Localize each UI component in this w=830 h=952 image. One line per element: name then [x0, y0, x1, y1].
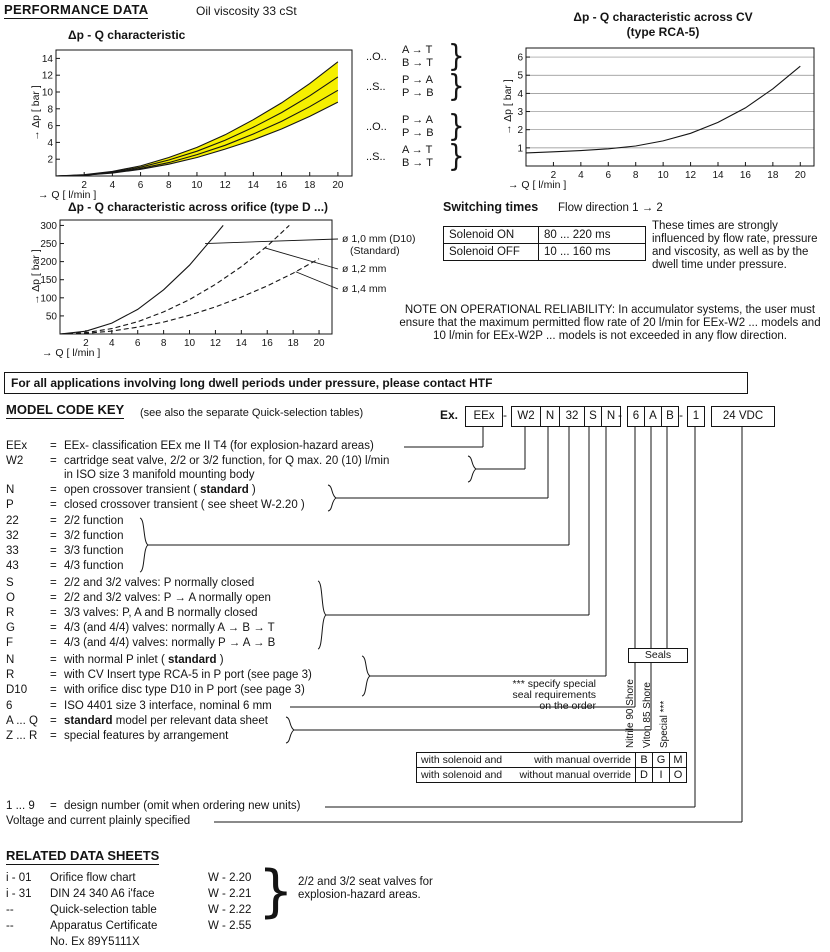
svg-text:5: 5: [517, 70, 523, 82]
model-code-box: 6: [632, 410, 640, 422]
model-code-row: [6, 560, 123, 573]
model-code-separator: -: [679, 408, 683, 422]
example-label: Ex.: [440, 408, 459, 422]
model-code-row-equals: =: [50, 484, 57, 496]
chart2-title-line1: Δp - Q characteristic across CV: [573, 10, 753, 24]
model-code-desc-part: 2/2 and 3/2 valves: P → A normally open: [64, 592, 271, 604]
model-code-desc-part: closed crossover transient ( see sheet W-2.20 ): [64, 499, 305, 511]
model-code-row-equals: =: [50, 440, 57, 452]
switching-table-value: 10 ... 160 ms: [539, 244, 646, 261]
seals-table-row: [416, 768, 687, 783]
related-row-sheet: W - 2.55: [208, 920, 252, 932]
model-code-row: [6, 684, 305, 697]
legend-flow-rows: [402, 144, 448, 170]
svg-text:2: 2: [517, 125, 523, 137]
svg-text:16: 16: [275, 180, 288, 191]
model-code-row-desc: [64, 654, 224, 667]
related-data-sheets-heading: RELATED DATA SHEETS: [6, 848, 160, 863]
seals-code-cell: O: [669, 768, 687, 783]
model-code-row-equals: =: [50, 560, 57, 572]
legend-flow-row: A → T: [402, 44, 433, 56]
model-code-row-desc: [64, 800, 301, 813]
svg-text:6: 6: [137, 180, 144, 191]
svg-text:200: 200: [40, 257, 57, 269]
svg-text:150: 150: [40, 275, 57, 287]
related-note: 2/2 and 3/2 seat valves for explosion-hazard areas.: [298, 876, 433, 901]
model-code-row-desc: [64, 515, 123, 528]
model-code-desc-part: with orifice disc type D10 in P port (see page 3): [64, 684, 305, 696]
svg-text:16: 16: [261, 338, 273, 349]
legend-brace: }: [448, 39, 465, 75]
svg-text:6: 6: [605, 170, 612, 181]
related-row-title: DIN 24 340 A6 i'face: [50, 888, 155, 900]
model-code-box: 24 VDC: [722, 410, 764, 422]
svg-text:2: 2: [550, 170, 557, 181]
legend-flow-row: B → T: [402, 157, 433, 169]
model-code-row: [6, 545, 123, 558]
model-code-row-code: 6: [6, 700, 13, 712]
model-code-row-code: 22: [6, 515, 19, 527]
model-code-row-desc: [64, 669, 312, 682]
legend-brace: }: [448, 69, 465, 105]
chart2-title: [502, 10, 824, 40]
flow-direction-label: Flow direction 1 → 2: [558, 202, 663, 214]
chart1-title: Δp - Q characteristic: [68, 28, 186, 42]
model-code-row-desc: [64, 440, 374, 453]
chart1-svg: [30, 44, 362, 200]
related-row: [6, 920, 251, 933]
seal-column-label: Viton 85 Shore: [642, 682, 653, 748]
svg-text:→ Δp [ bar ]: → Δp [ bar ]: [30, 249, 42, 305]
svg-text:4: 4: [517, 88, 523, 100]
legend-flow-rows: [402, 44, 448, 70]
model-code-separator: -: [618, 408, 622, 422]
svg-text:18: 18: [304, 180, 316, 191]
model-code-box: S: [584, 407, 601, 426]
model-code-row-desc: [64, 730, 228, 743]
model-code-row: [6, 455, 389, 468]
svg-text:14: 14: [712, 170, 724, 181]
svg-text:10: 10: [657, 170, 669, 181]
svg-text:→ Q [ l/min ]: → Q [ l/min ]: [38, 189, 97, 200]
legend-prefix: ..O..: [366, 120, 387, 133]
model-code-row-code: D10: [6, 684, 28, 696]
model-code-desc-part: 4/3 (and 4/4) valves: normally A → B → T: [64, 622, 275, 634]
svg-text:100: 100: [40, 293, 57, 305]
model-code-row-equals: =: [50, 545, 57, 557]
seals-label-right: without manual override: [519, 769, 631, 781]
model-code-box-group: [711, 406, 775, 427]
model-code-row-code: R: [6, 669, 15, 681]
related-row-sheet: W - 2.20: [208, 872, 252, 884]
model-code-key-heading-note: (see also the separate Quick-selection tables): [140, 407, 364, 419]
related-row-code: --: [6, 920, 14, 932]
model-code-box-group: [511, 406, 621, 427]
model-code-row-equals: =: [50, 637, 57, 649]
svg-text:2: 2: [83, 338, 89, 349]
model-code-key-section: [0, 400, 830, 852]
seals-table-row: [416, 752, 687, 768]
model-code-row-desc: [64, 545, 123, 558]
svg-text:3: 3: [517, 107, 523, 119]
model-code-row-equals: =: [50, 800, 57, 812]
svg-text:4: 4: [47, 137, 53, 149]
svg-text:ø 1,0 mm (D10): ø 1,0 mm (D10): [342, 233, 416, 245]
model-code-row-desc: [64, 455, 389, 468]
model-code-row-code: G: [6, 622, 15, 634]
related-brace: }: [258, 859, 294, 924]
seals-table: [416, 752, 687, 783]
related-row-code: [6, 936, 50, 949]
svg-text:250: 250: [40, 239, 57, 251]
model-code-row-desc: [64, 607, 257, 620]
operational-reliability-note: NOTE ON OPERATIONAL RELIABILITY: In accumulator systems, the user must ensure that the maximum permitted flow rate of 20 l/min for EEx-W2 ... models and 10 l/min for EEx-W2P ... models is not exceeded in any flow direction.: [399, 304, 821, 342]
svg-text:4: 4: [578, 170, 584, 181]
svg-text:14: 14: [247, 180, 259, 191]
legend-prefix: ..S..: [366, 80, 386, 93]
seals-code-cell: M: [669, 752, 687, 768]
model-code-row: [6, 715, 268, 728]
model-code-desc-part: with CV Insert type RCA-5 in P port (see page 3): [64, 669, 312, 681]
model-code-row: [6, 654, 224, 667]
legend-flow-row: P → B: [402, 87, 434, 99]
chart3-title: Δp - Q characteristic across orifice (type D ...): [68, 200, 329, 214]
svg-text:300: 300: [40, 220, 57, 232]
model-code-row-code: 32: [6, 530, 19, 542]
model-code-row-desc: [64, 577, 254, 590]
model-code-row: [6, 669, 312, 682]
seals-code-cell: B: [635, 752, 653, 768]
model-code-desc-part: 4/3 (and 4/4) valves: normally P → A → B: [64, 637, 276, 649]
legend-pair: [366, 39, 465, 75]
switching-table-value: 80 ... 220 ms: [539, 226, 646, 244]
model-code-row-equals: =: [50, 499, 57, 511]
model-code-row-code: EEx: [6, 440, 28, 452]
model-code-desc-part: standard: [64, 715, 113, 727]
voltage-note: Voltage and current plainly specified: [6, 815, 191, 827]
model-code-desc-part: cartridge seat valve, 2/2 or 3/2 function, for Q max. 20 (10) l/min: [64, 455, 390, 467]
model-code-row-code: Z ... R: [6, 730, 38, 742]
svg-text:16: 16: [739, 170, 751, 181]
related-row-title: No. Ex 89Y5111X: [50, 936, 140, 948]
chart2-title-line2: (type RCA-5): [626, 25, 700, 39]
seals-code-cell: I: [652, 768, 670, 783]
related-row-code: i - 01: [6, 872, 32, 884]
model-code-desc-part: special features by arrangement: [64, 730, 229, 742]
model-code-row-desc: [64, 700, 272, 713]
model-code-box: 1: [692, 410, 700, 422]
model-code-row: [6, 515, 123, 528]
svg-text:→ Δp [ bar ]: → Δp [ bar ]: [502, 79, 514, 135]
seals-table-label: [416, 768, 636, 783]
svg-text:8: 8: [632, 170, 639, 181]
model-code-row-code: N: [6, 484, 15, 496]
svg-text:4: 4: [109, 338, 115, 349]
svg-text:1: 1: [517, 143, 523, 155]
legend-pair: [366, 139, 465, 175]
model-code-row-equals: =: [50, 577, 57, 589]
model-code-row-desc: [64, 592, 271, 605]
svg-text:50: 50: [45, 311, 57, 323]
svg-text:10: 10: [191, 180, 203, 191]
page-title: PERFORMANCE DATA: [4, 2, 149, 17]
model-code-row: [6, 440, 374, 453]
legend-flow-row: B → T: [402, 57, 433, 69]
model-code-row-equals: =: [50, 730, 57, 742]
legend-prefix: ..O..: [366, 50, 387, 63]
model-code-row: [6, 800, 301, 813]
legend-flow-row: A → T: [402, 144, 433, 156]
model-code-row-equals: =: [50, 455, 57, 467]
model-code-desc-part: 4/3 function: [64, 560, 124, 572]
model-code-row-code: 1 ... 9: [6, 800, 35, 812]
svg-text:(Standard): (Standard): [350, 245, 400, 257]
model-code-box: N: [601, 407, 620, 426]
model-code-row-code: W2: [6, 455, 24, 467]
contact-htf-banner: For all applications involving long dwell periods under pressure, please contact HTF: [4, 372, 748, 394]
model-code-row-code: P: [6, 499, 14, 511]
related-row-title: Apparatus Certificate: [50, 920, 158, 932]
model-code-row-equals: =: [50, 700, 57, 712]
svg-text:→ Δp [ bar ]: → Δp [ bar ]: [30, 85, 42, 141]
seals-code-cell: G: [652, 752, 670, 768]
model-code-desc-part: ISO 4401 size 3 interface, nominal 6 mm: [64, 700, 272, 712]
model-code-desc-part: 3/2 function: [64, 530, 124, 542]
model-code-row-desc-line2: in ISO size 3 manifold mounting body: [64, 469, 255, 481]
seals-title: Seals: [628, 648, 688, 663]
svg-text:8: 8: [160, 338, 167, 349]
model-code-row-equals: =: [50, 684, 57, 696]
switching-times-note: These times are strongly influenced by flow rate, pressure and viscosity, as well as by the dwell time under pressure.: [652, 220, 818, 271]
svg-text:6: 6: [517, 52, 523, 64]
model-code-row: [6, 499, 305, 512]
model-code-row-equals: =: [50, 592, 57, 604]
model-code-box: B: [661, 407, 678, 426]
model-code-box: 32: [559, 407, 584, 426]
chart1-legend: [366, 39, 465, 175]
seals-label-left: with solenoid and: [421, 754, 503, 766]
model-code-row-equals: =: [50, 607, 57, 619]
switching-times-title: Switching times: [443, 200, 539, 214]
model-code-row: [6, 637, 275, 650]
svg-text:ø 1,4 mm: ø 1,4 mm: [342, 283, 387, 295]
model-code-row-equals: =: [50, 654, 57, 666]
related-row-title: Orifice flow chart: [50, 872, 136, 884]
seal-column-label: Special ***: [659, 700, 670, 748]
svg-text:20: 20: [794, 170, 806, 181]
model-code-box-group: [627, 406, 679, 427]
model-code-desc-part: 3/3 valves: P, A and B normally closed: [64, 607, 258, 619]
model-code-row-desc: [64, 484, 256, 497]
related-row-code: --: [6, 904, 14, 916]
model-code-row-code: 43: [6, 560, 19, 572]
switching-table-row: [443, 226, 646, 244]
svg-text:8: 8: [47, 104, 53, 116]
model-code-desc-part: model per relevant data sheet: [112, 715, 268, 727]
switching-table-label: Solenoid ON: [443, 226, 539, 244]
dp-q-characteristic-chart: [30, 44, 362, 200]
related-row: [6, 872, 251, 885]
model-code-row-code: N: [6, 654, 15, 666]
model-code-desc-part: ): [216, 654, 224, 666]
model-code-row: [6, 730, 228, 743]
related-row-code: i - 31: [6, 888, 32, 900]
legend-brace: }: [448, 109, 465, 145]
model-code-row-code: 33: [6, 545, 19, 557]
seals-code-cell: D: [635, 768, 653, 783]
seals-table-label: [416, 752, 636, 768]
model-code-desc-part: with normal P inlet (: [64, 654, 168, 666]
model-code-desc-part: standard: [200, 484, 249, 496]
svg-text:20: 20: [332, 180, 344, 191]
svg-text:20: 20: [313, 338, 325, 349]
model-code-row: [6, 607, 257, 620]
model-code-row-equals: =: [50, 530, 57, 542]
legend-pair: [366, 109, 465, 145]
svg-text:2: 2: [47, 154, 53, 166]
related-row: [6, 888, 251, 901]
related-row-sheet: W - 2.21: [208, 888, 252, 900]
model-code-row-desc: [64, 560, 123, 573]
oil-viscosity-note: Oil viscosity 33 cSt: [196, 4, 297, 18]
svg-text:ø 1,2 mm: ø 1,2 mm: [342, 263, 387, 275]
svg-text:2: 2: [81, 180, 87, 191]
seals-label-right: with manual override: [534, 754, 631, 766]
svg-text:10: 10: [183, 338, 196, 349]
model-code-row: [6, 700, 272, 713]
svg-text:→ Q [ l/min ]: → Q [ l/min ]: [42, 347, 101, 358]
svg-text:10: 10: [41, 87, 53, 99]
model-code-row-desc: [64, 499, 305, 512]
model-code-desc-part: EEx- classification EEx me II T4 (for explosion-hazard areas): [64, 440, 374, 452]
model-code-desc-part: 3/3 function: [64, 545, 124, 557]
svg-text:12: 12: [41, 70, 53, 82]
related-row-sheet: W - 2.22: [208, 904, 252, 916]
model-code-row: [6, 622, 275, 635]
svg-text:8: 8: [165, 180, 172, 191]
model-code-row: [6, 530, 123, 543]
model-code-row: [6, 592, 271, 605]
svg-text:18: 18: [767, 170, 779, 181]
model-code-desc-part: open crossover transient (: [64, 484, 201, 496]
related-row-title: Quick-selection table: [50, 904, 157, 916]
model-code-row-code: A ... Q: [6, 715, 38, 727]
legend-prefix: ..S..: [366, 150, 386, 163]
model-code-box-group: [465, 406, 503, 427]
model-code-row-equals: =: [50, 715, 57, 727]
legend-flow-rows: [402, 114, 448, 140]
model-code-row-desc: [64, 715, 268, 728]
model-code-box: W2: [517, 410, 535, 422]
model-code-row-equals: =: [50, 515, 57, 527]
switching-times-table: [443, 226, 646, 261]
legend-flow-row: P → A: [402, 114, 433, 126]
model-code-row-desc: [64, 637, 275, 650]
chart2-svg: [502, 42, 824, 190]
model-code-desc-part: standard: [167, 654, 217, 666]
model-code-row-equals: =: [50, 622, 57, 634]
model-code-row-desc: [64, 684, 305, 697]
switching-table-label: Solenoid OFF: [443, 244, 539, 261]
model-code-separator: -: [503, 408, 507, 422]
model-code-desc-part: 2/2 and 3/2 valves: P normally closed: [64, 577, 255, 589]
model-code-desc-part: 2/2 function: [64, 515, 124, 527]
model-code-box: A: [644, 407, 661, 426]
svg-text:→ Q [ l/min ]: → Q [ l/min ]: [508, 179, 567, 190]
model-code-row-code: S: [6, 577, 14, 589]
model-code-row-code: F: [6, 637, 14, 649]
related-row: [6, 904, 251, 917]
svg-text:14: 14: [41, 53, 53, 65]
model-code-row-code: R: [6, 607, 15, 619]
model-code-row-desc: [64, 530, 123, 543]
svg-text:6: 6: [47, 121, 53, 133]
model-code-row-code: O: [6, 592, 15, 604]
legend-brace: }: [448, 139, 465, 175]
model-code-row: [6, 577, 254, 590]
model-code-row-equals: =: [50, 669, 57, 681]
legend-pair: [366, 69, 465, 105]
legend-flow-rows: [402, 74, 448, 100]
switching-table-row: [443, 244, 646, 261]
svg-text:14: 14: [235, 338, 247, 349]
model-code-desc-part: ): [248, 484, 256, 496]
svg-text:4: 4: [109, 180, 116, 191]
related-row: [6, 936, 208, 949]
model-code-row: [6, 484, 256, 497]
seals-label-left: with solenoid and: [421, 769, 503, 781]
model-code-box: EEx: [473, 410, 495, 422]
svg-text:6: 6: [134, 338, 141, 349]
model-code-desc-part: design number (omit when ordering new units): [64, 800, 301, 812]
related-data-sheets-section: [6, 848, 586, 952]
model-code-row-desc: [64, 622, 275, 635]
model-code-box-group: [687, 406, 705, 427]
model-code-box: N: [540, 407, 559, 426]
model-code-key-heading: MODEL CODE KEY: [6, 402, 125, 417]
svg-text:12: 12: [209, 338, 221, 349]
legend-flow-row: P → A: [402, 74, 433, 86]
seals-special-note: *** specify special seal requirements on the order: [512, 678, 596, 712]
svg-text:12: 12: [219, 180, 231, 191]
dp-q-across-cv-chart: [502, 42, 824, 190]
svg-text:12: 12: [685, 170, 697, 181]
seal-column-label: Nitrile 90 Shore: [625, 679, 636, 748]
legend-flow-row: P → B: [402, 127, 434, 139]
svg-text:18: 18: [287, 338, 299, 349]
